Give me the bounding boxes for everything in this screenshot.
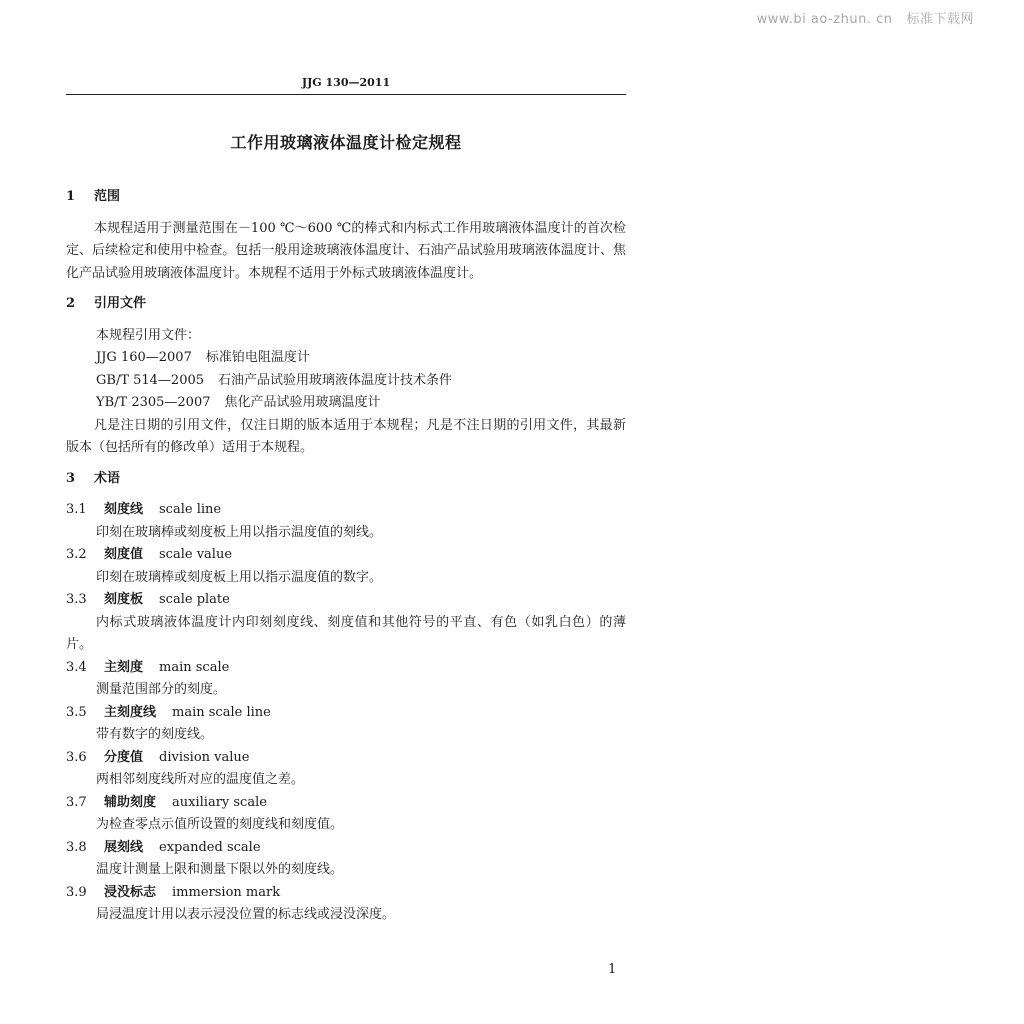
term-english: immersion mark	[172, 884, 281, 900]
term-entry	[66, 702, 626, 747]
section-title: 引用文件	[94, 296, 147, 311]
term-heading	[66, 499, 626, 522]
term-number: 3.2	[66, 547, 87, 562]
section-title: 范围	[94, 189, 121, 204]
reference-item	[66, 392, 626, 415]
term-definition: 为检查零点示值所设置的刻度线和刻度值。	[96, 817, 344, 832]
section-heading-terms	[66, 468, 626, 491]
term-entry	[66, 544, 626, 589]
term-number: 3.9	[66, 884, 87, 900]
term-entry	[66, 837, 626, 882]
term-entry	[66, 882, 626, 927]
document-body	[66, 186, 626, 927]
reference-title: 标准铂电阻温度计	[205, 350, 310, 365]
term-heading	[66, 589, 626, 612]
section-number: 2	[66, 296, 76, 311]
term-chinese: 刻度板	[104, 592, 144, 607]
section-heading-scope	[66, 186, 626, 209]
term-definition: 测量范围部分的刻度。	[96, 682, 227, 697]
term-english: expanded scale	[159, 839, 261, 855]
term-definition: 局浸温度计用以表示浸没位置的标志线或浸没深度。	[96, 907, 396, 922]
term-definition: 印刻在玻璃棒或刻度板上用以指示温度值的数字。	[96, 569, 383, 585]
watermark-url: www.bi ao-zhun. cn	[756, 12, 893, 27]
section-heading-references	[66, 293, 626, 316]
term-chinese: 辅助刻度	[104, 794, 157, 810]
term-heading	[66, 544, 626, 567]
references-intro: 本规程引用文件：	[96, 327, 201, 343]
document-code: JJG 130—2011	[301, 76, 391, 89]
header-rule	[66, 94, 626, 95]
term-definition: 印刻在玻璃棒或刻度板上用以指示温度值的刻线。	[96, 524, 383, 540]
term-english: auxiliary scale	[172, 794, 267, 810]
term-english: division value	[159, 749, 250, 765]
term-chinese: 浸没标志	[104, 884, 157, 900]
term-entry	[66, 589, 626, 657]
term-heading	[66, 792, 626, 815]
term-heading	[66, 747, 626, 770]
section-number: 3	[66, 470, 76, 486]
term-english: scale value	[159, 547, 233, 562]
term-english: scale line	[159, 502, 222, 517]
term-number: 3.7	[66, 794, 87, 810]
term-heading	[66, 702, 626, 725]
page-number: 1	[608, 962, 617, 977]
term-chinese: 刻度值	[104, 547, 144, 562]
page-title: 工作用玻璃液体温度计检定规程	[230, 133, 462, 152]
term-english: main scale	[159, 659, 230, 675]
term-number: 3.8	[66, 839, 87, 855]
term-english: main scale line	[172, 704, 271, 720]
term-chinese: 刻度线	[104, 502, 144, 517]
reference-title: 焦化产品试验用玻璃温度计	[224, 395, 381, 410]
term-number: 3.5	[66, 704, 87, 720]
term-english: scale plate	[159, 592, 230, 607]
term-chinese: 展刻线	[104, 839, 144, 855]
term-definition: 两相邻刻度线所对应的温度值之差。	[96, 772, 305, 787]
reference-code: JJG 160—2007	[96, 350, 192, 365]
term-chinese: 主刻度	[104, 659, 144, 675]
reference-item	[66, 370, 626, 393]
section-number: 1	[66, 189, 76, 204]
term-entry	[66, 499, 626, 544]
term-heading	[66, 657, 626, 680]
reference-code: GB/T 514—2005	[96, 372, 205, 388]
watermark-site: 标准下载网	[906, 12, 974, 27]
term-entry	[66, 747, 626, 792]
term-heading	[66, 882, 626, 905]
scope-paragraph: 本规程适用于测量范围在－100 ℃～600 ℃的棒式和内标式工作用玻璃液体温度计的首次检定、后续检定和使用中检查。包括一般用途玻璃液体温度计、石油产品试验用玻璃液体温度计、焦化产品试验用玻璃液体温度计。本规程不适用于外标式玻璃液体温度计。	[66, 220, 626, 281]
term-number: 3.4	[66, 659, 87, 675]
references-note: 凡是注日期的引用文件，仅注日期的版本适用于本规程；凡是不注日期的引用文件，其最新版本（包括所有的修改单）适用于本规程。	[66, 417, 626, 455]
reference-title: 石油产品试验用玻璃液体温度计技术条件	[218, 372, 453, 388]
term-number: 3.6	[66, 749, 87, 765]
term-chinese: 主刻度线	[104, 704, 157, 720]
term-heading	[66, 837, 626, 860]
term-entry	[66, 792, 626, 837]
reference-code: YB/T 2305—2007	[96, 395, 211, 410]
term-definition: 温度计测量上限和测量下限以外的刻度线。	[96, 862, 344, 877]
term-number: 3.1	[66, 502, 87, 517]
term-number: 3.3	[66, 592, 87, 607]
reference-item	[66, 347, 626, 370]
term-definition: 内标式玻璃液体温度计内印刻刻度线、刻度值和其他符号的平直、有色（如乳白色）的薄片。	[66, 614, 626, 652]
term-chinese: 分度值	[104, 749, 144, 765]
term-definition: 带有数字的刻度线。	[96, 727, 214, 742]
watermark	[757, 8, 974, 27]
section-title: 术语	[94, 470, 121, 486]
term-entry	[66, 657, 626, 702]
